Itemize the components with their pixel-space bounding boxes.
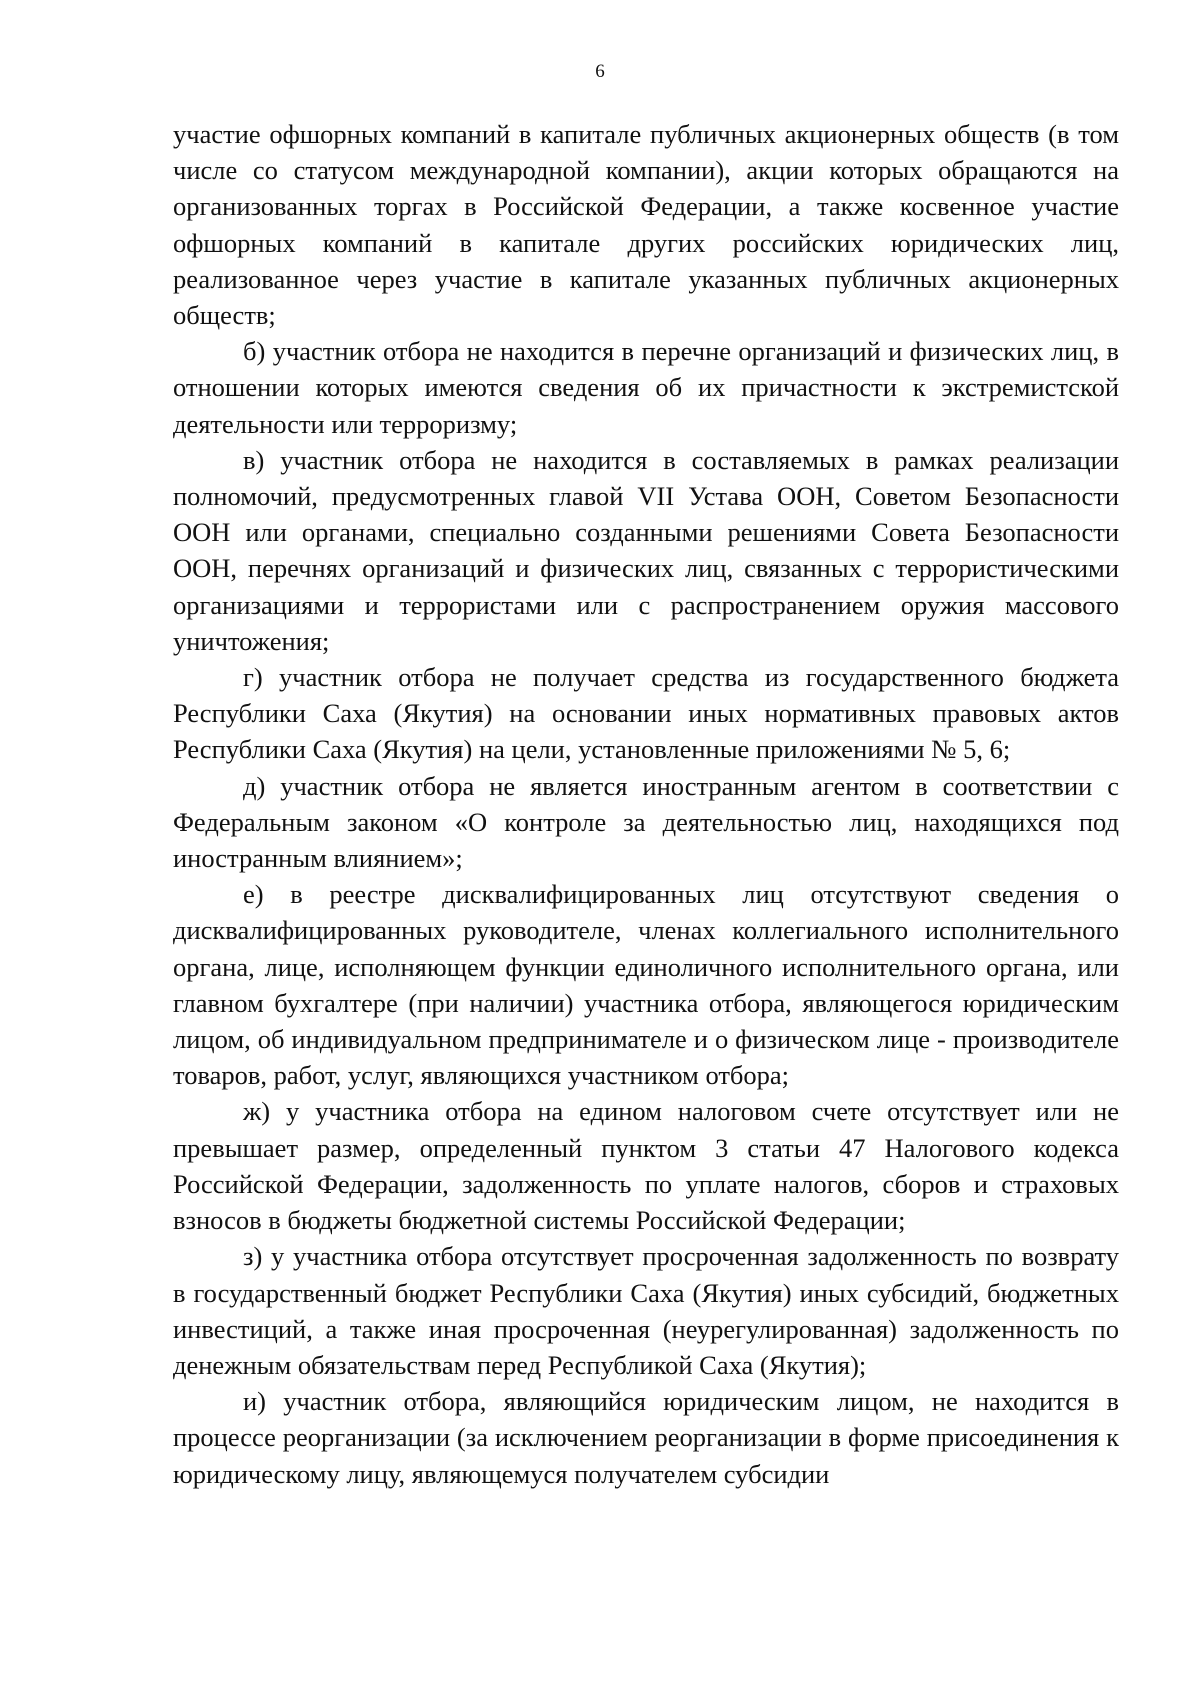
paragraph-item-b: б) участник отбора не находится в перечне организаций и физических лиц, в отношении которых имеются сведения об их причастности к экстремистской деятельности или терроризму; xyxy=(173,336,1119,439)
paragraph-item-zh: ж) у участника отбора на едином налоговом счете отсутствует или не превышает размер, определенный пунктом 3 статьи 47 Налогового кодекса Российской Федерации, задолженность по уплате налогов, сборов и страховых взносов в бюджеты бюджетной системы Российской Федерации; xyxy=(173,1096,1119,1236)
paragraph-item-e: е) в реестре дисквалифицированных лиц отсутствуют сведения о дисквалифицированных руководителе, членах коллегиального исполнительного органа, лице, исполняющем функции единоличного исполнительного органа, или главном бухгалтере (при наличии) участника отбора, являющегося юридическим лицом, об индивидуальном предпринимателе и о физическом лице - производителе товаров, работ, услуг, являющихся участником отбора; xyxy=(173,879,1119,1091)
paragraph-item-i: и) участник отбора, являющийся юридическим лицом, не находится в процессе реорганизации (за исключением реорганизации в форме присоединения к юридическому лицу, являющемуся получателем субсидии xyxy=(173,1386,1119,1489)
paragraph-item-v: в) участник отбора не находится в составляемых в рамках реализации полномочий, предусмотренных главой VII Устава ООН, Советом Безопасности ООН или органами, специально созданными решениями Совета Безопасности ООН, перечнях организаций и физических лиц, связанных с террористическими организациями и террористами или с распространением оружия массового уничтожения; xyxy=(173,444,1119,656)
paragraph-item-z: з) у участника отбора отсутствует просроченная задолженность по возврату в государственный бюджет Республики Саха (Якутия) иных субсидий, бюджетных инвестиций, а также иная просроченная (неурегулированная) задолженность по денежным обязательствам перед Республикой Саха (Якутия); xyxy=(173,1241,1119,1380)
paragraph-item-g: г) участник отбора не получает средства из государственного бюджета Республики Саха (Якутия) на основании иных нормативных правовых актов Республики Саха (Якутия) на цели, установленные приложениями № 5, 6; xyxy=(173,662,1119,765)
page-number: 6 xyxy=(595,61,605,82)
document-body xyxy=(173,116,1119,1492)
paragraph-item-d: д) участник отбора не является иностранным агентом в соответствии с Федеральным законом «О контроле за деятельностью лиц, находящихся под иностранным влиянием»; xyxy=(173,770,1119,874)
paragraph-continuation: участие офшорных компаний в капитале публичных акционерных обществ (в том числе со статусом международной компании), акции которых обращаются на организованных торгах в Российской Федерации, а также косвенное участие офшорных компаний в капитале других российских юридических лиц, реализованное через участие в капитале указанных публичных акционерных обществ; xyxy=(173,119,1119,331)
